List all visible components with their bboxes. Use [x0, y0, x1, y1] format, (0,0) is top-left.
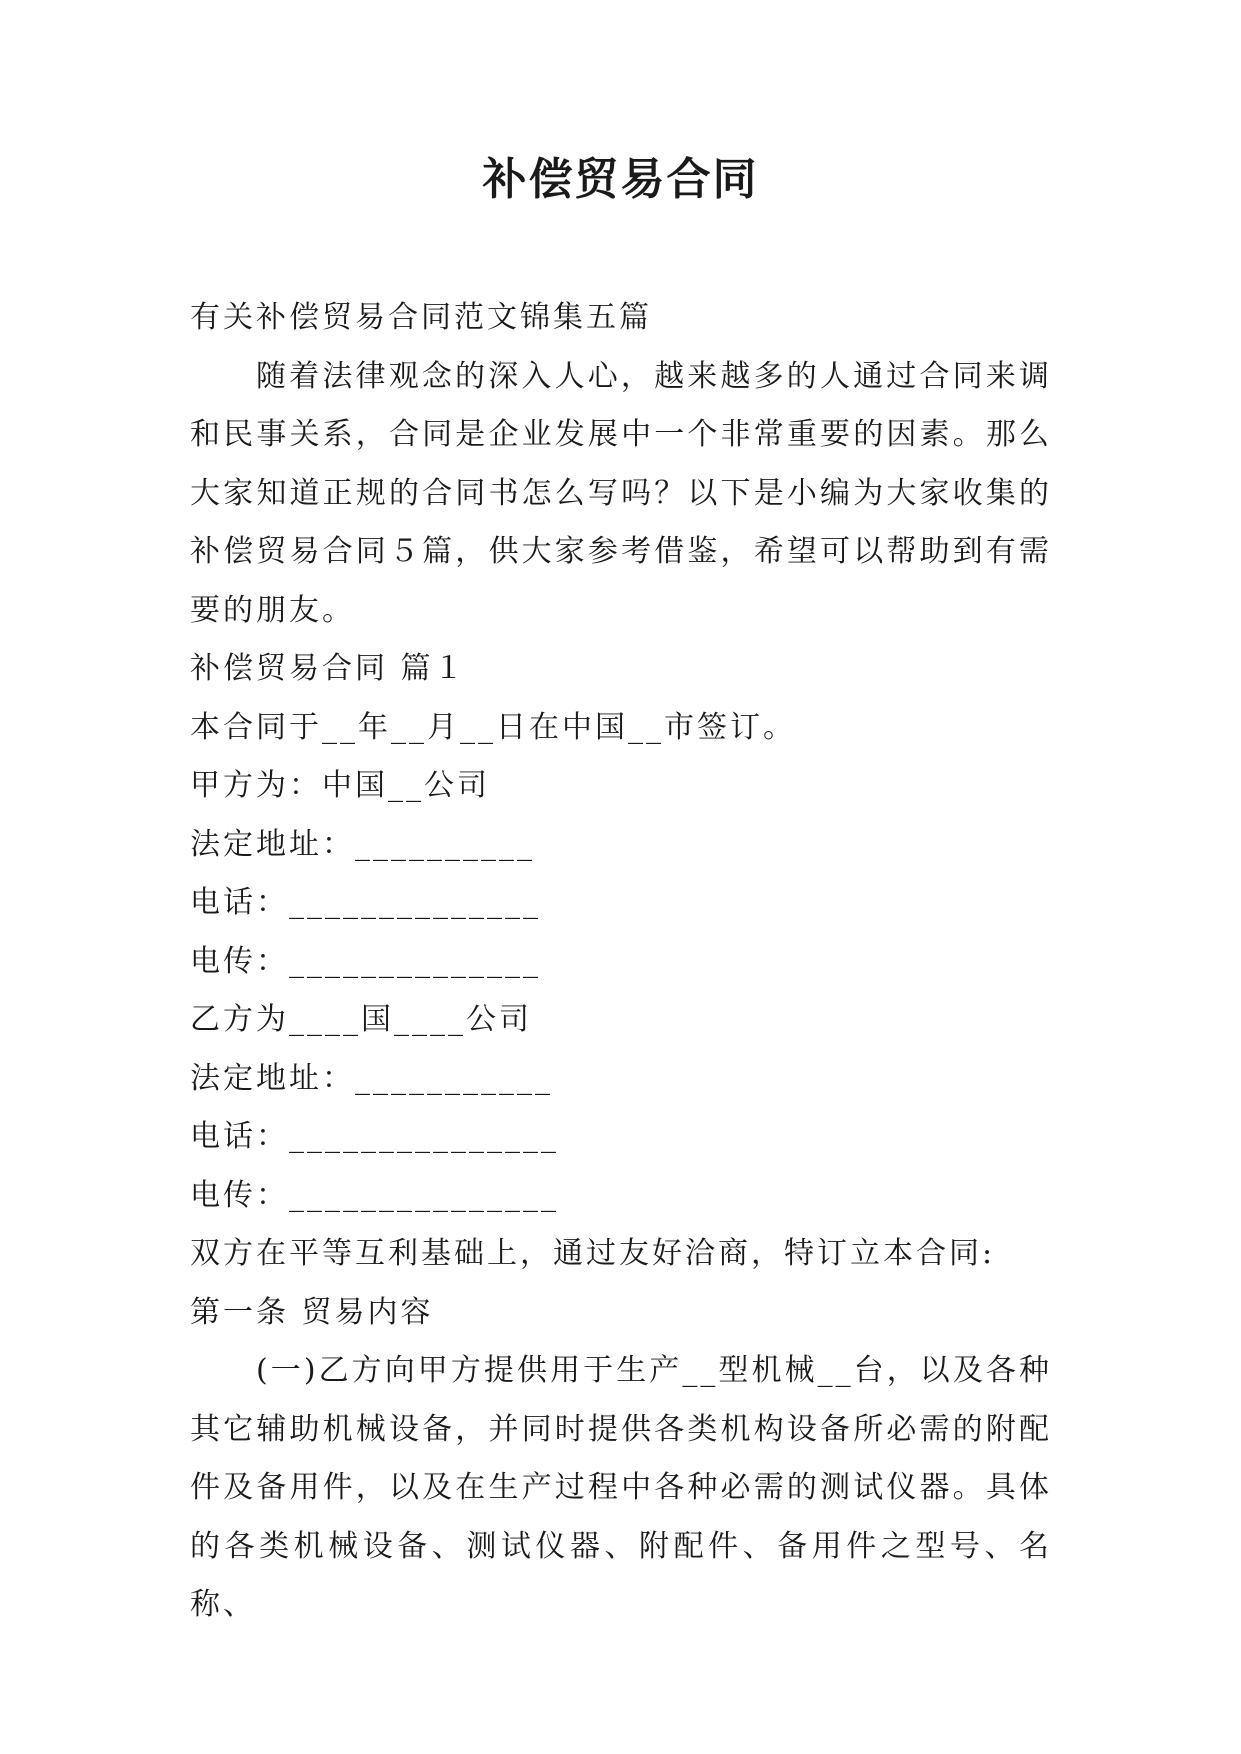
party-b-line: 乙方为____国____公司 [190, 1002, 532, 1037]
party-a-address-line: 法定地址：__________ [190, 826, 535, 862]
document-body [190, 289, 1052, 1635]
article-one-paragraph: (一)乙方向甲方提供用于生产__型机械__台，以及各种其它辅助机械设备，并同时提供各类机构设备所必需的附配件及备用件，以及在生产过程中各种必需的测试仪器。具体的各类机械设备、测试仪器、附配件、备用件之型号、名称、 [190, 1353, 1052, 1622]
party-b-telex-line: 电传：_______________ [190, 1177, 559, 1213]
article-one-heading: 第一条 贸易内容 [190, 1294, 434, 1330]
contract-signing-line: 本合同于__年__月__日在中国__市签订。 [190, 709, 796, 745]
party-b-phone-line: 电话：_______________ [190, 1119, 559, 1154]
party-a-line: 甲方为：中国__公司 [190, 768, 490, 803]
party-b-address-line: 法定地址：___________ [190, 1060, 553, 1096]
party-a-phone-line: 电话：______________ [190, 885, 541, 920]
agreement-statement: 双方在平等互利基础上，通过友好洽商，特订立本合同: [190, 1236, 996, 1271]
intro-paragraph: 随着法律观念的深入人心，越来越多的人通过合同来调和民事关系，合同是企业发展中一个非常重要的因素。那么大家知道正规的合同书怎么写吗？以下是小编为大家收集的补偿贸易合同５篇，供大家参考借鉴，希望可以帮助到有需要的朋友。 [190, 358, 1052, 628]
document-title: 补偿贸易合同 [482, 154, 759, 205]
party-a-telex-line: 电传：______________ [190, 943, 541, 979]
section-heading: 补偿贸易合同 篇１ [190, 651, 467, 686]
document-subtitle: 有关补偿贸易合同范文锦集五篇 [190, 300, 652, 335]
